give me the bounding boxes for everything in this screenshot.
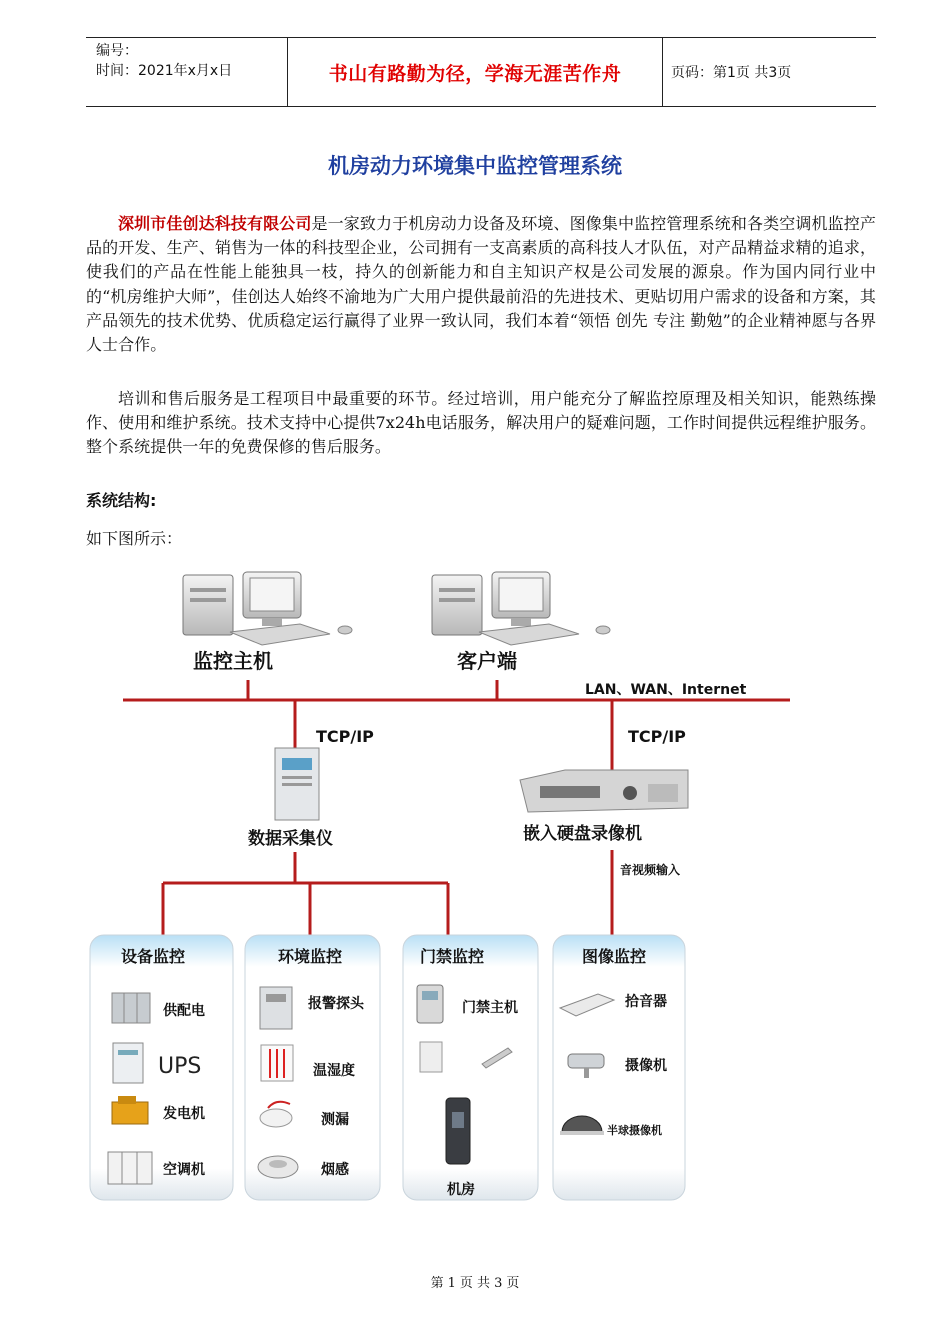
group-environment-monitoring <box>245 935 380 1200</box>
data-collector-icon <box>275 748 319 820</box>
distribution-lines <box>163 850 612 935</box>
page-indicator: 页码：第1页 共3页 <box>671 65 792 81</box>
item-label: 烟感 <box>321 1162 349 1178</box>
diagram-intro: 如下图所示： <box>86 529 183 548</box>
item-label: 半球摄像机 <box>607 1124 662 1137</box>
network-label: LAN、WAN、Internet <box>585 682 747 698</box>
network-bus <box>123 680 790 810</box>
group-title: 环境监控 <box>278 947 343 966</box>
footer-mid: 页 共 <box>459 1276 491 1291</box>
alarm-detector-icon <box>260 987 292 1029</box>
item-label: 摄像机 <box>625 1058 667 1074</box>
air-conditioner-icon <box>108 1152 152 1184</box>
monitor-host-computer-icon <box>183 572 352 645</box>
thermometer-icon <box>261 1045 293 1081</box>
footer-prefix: 第 <box>430 1276 444 1291</box>
power-distribution-icon <box>112 993 150 1023</box>
company-description: 是一家致力于机房动力设备及环境、图像集中监控管理系统和各类空调机监控产品的开发、生产、销售为一体的科技型企业，公司拥有一支高素质的高科技人才队伍，对产品精益求精的追求，使我们的产品在性能上能独具一枝，持久的创新能力和自主知识产权是公司发展的源泉。作为国内同行业中的“机房维护大师”，佳创达人始终不渝地为广大用户提供最前沿的先进技术、更贴切用户需求的设备和方案，其产品领先的技术优势、优质稳定运行赢得了业界一致认同，我们本着“领悟 创先 专注 勤勉”的企业精神愿与各界人士合作。 <box>86 214 876 355</box>
item-label: 温湿度 <box>313 1063 355 1079</box>
item-label: 供配电 <box>163 1003 205 1019</box>
page-footer <box>0 1272 950 1291</box>
dvr-label: 嵌入硬盘录像机 <box>523 824 642 844</box>
smoke-detector-icon <box>258 1156 298 1178</box>
group-access-control <box>403 935 538 1200</box>
group-title: 门禁监控 <box>420 947 485 966</box>
footer-page-number: 1 <box>447 1276 456 1291</box>
client-label: 客户端 <box>457 649 517 673</box>
system-diagram <box>0 555 950 1235</box>
footer-suffix: 页 <box>506 1276 520 1291</box>
item-label: 报警探头 <box>308 996 364 1012</box>
dvr-icon <box>520 770 688 812</box>
item-label: 测漏 <box>321 1112 349 1128</box>
page-header <box>86 37 876 107</box>
collector-label: 数据采集仪 <box>248 829 333 849</box>
group-title: 图像监控 <box>582 947 647 966</box>
section-heading: 系统结构: <box>86 491 157 510</box>
tcpip-left-label: TCP/IP <box>316 727 374 746</box>
company-name: 深圳市佳创达科技有限公司 <box>118 214 312 233</box>
footer-total-pages: 3 <box>494 1276 503 1291</box>
time-label: 时间：2021年x月x日 <box>96 63 233 79</box>
group-title: 设备监控 <box>121 947 186 966</box>
av-input-label: 音视频输入 <box>620 863 681 877</box>
item-label: UPS <box>158 1054 202 1079</box>
company-paragraph <box>86 212 876 357</box>
client-computer-icon <box>432 572 610 645</box>
ups-icon <box>113 1043 143 1083</box>
item-label: 门禁主机 <box>462 1000 518 1016</box>
tcpip-right-label: TCP/IP <box>628 727 686 746</box>
group-video-monitoring <box>553 935 685 1200</box>
item-label: 发电机 <box>163 1106 205 1122</box>
door-reader-icon <box>446 1098 470 1164</box>
header-meta <box>96 41 286 81</box>
document-title: 机房动力环境集中监控管理系统 <box>328 154 622 178</box>
item-label: 拾音器 <box>625 994 667 1010</box>
monitor-host-label: 监控主机 <box>193 649 273 673</box>
service-paragraph: 培训和售后服务是工程项目中最重要的环节。经过培训，用户能充分了解监控原理及相关知识，能熟练操作、使用和维护系统。技术支持中心提供7x24h电话服务，解决用户的疑难问题，工作时间提供远程维护服务。整个系统提供一年的免费保修的售后服务。 <box>86 389 876 457</box>
group-equipment-monitoring <box>90 935 233 1200</box>
item-label: 机房 <box>447 1182 475 1198</box>
item-label: 空调机 <box>163 1162 205 1178</box>
header-motto: 书山有路勤为径，学海无涯苦作舟 <box>287 38 663 106</box>
number-label: 编号： <box>96 43 138 59</box>
access-controller-icon <box>417 985 443 1023</box>
